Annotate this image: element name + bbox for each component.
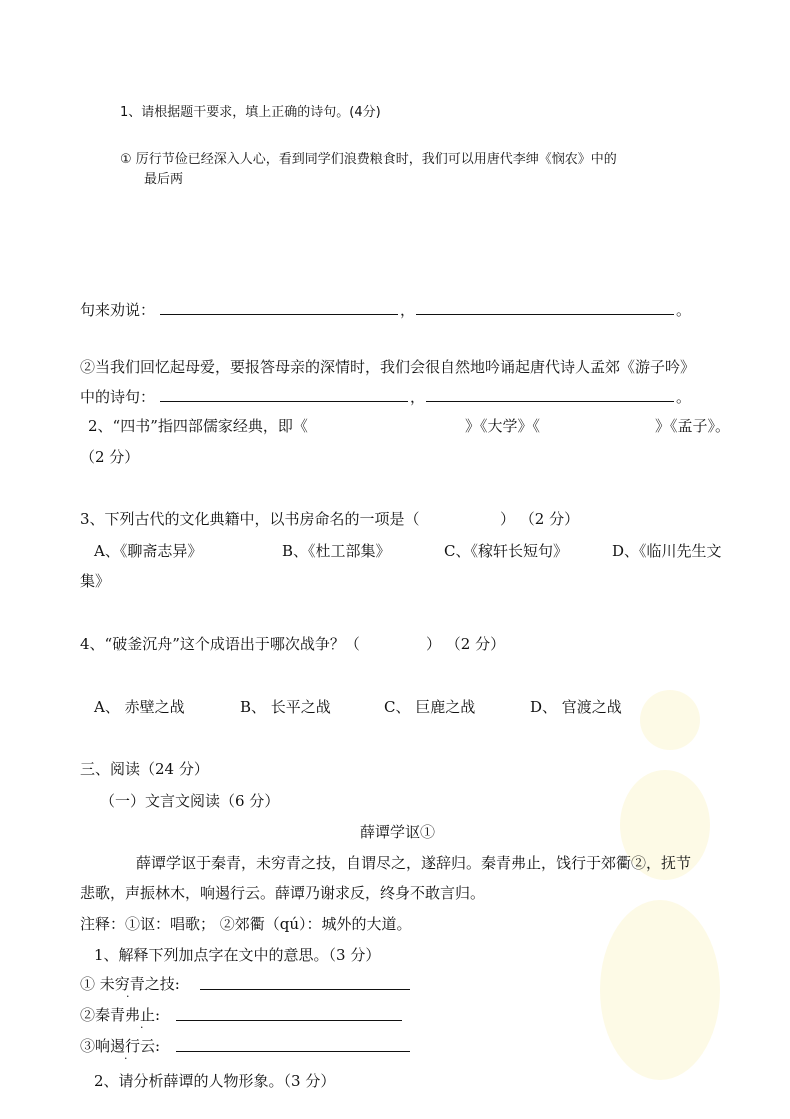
q1-item1-line1: ① 厉行节俭已经深入人心，看到同学们浪费粮食时，我们可以用唐代李绅《悯农》中的 xyxy=(120,152,617,167)
q3-option-b[interactable]: B、《杜工部集》 xyxy=(282,542,391,560)
comma: ， xyxy=(410,388,426,406)
q4-option-c[interactable]: C、 巨鹿之战 xyxy=(384,698,476,716)
period: 。 xyxy=(676,388,692,406)
answer-blank[interactable] xyxy=(200,989,410,990)
q4-option-a[interactable]: A、 赤壁之战 xyxy=(94,698,185,716)
comma: ， xyxy=(400,301,416,319)
q4-stem: 4、“破釜沉舟”这个成语出于哪次战争？（ xyxy=(80,635,360,653)
answer-blank[interactable] xyxy=(176,1051,410,1052)
q3-option-c[interactable]: C、《稼轩长短句》 xyxy=(444,542,568,560)
answer-blank[interactable] xyxy=(416,314,674,315)
q1-item1-prefix: 句来劝说： xyxy=(80,301,156,319)
emphasis-dot: · xyxy=(140,1021,144,1034)
q4-option-d[interactable]: D、 官渡之战 xyxy=(530,698,622,716)
q3-option-d-cont: 集》 xyxy=(80,572,111,590)
word-item-1: ① 未穷青之技: xyxy=(80,975,180,993)
period: 。 xyxy=(676,301,692,319)
section3-subheading: （一）文言文阅读（6 分） xyxy=(100,792,280,810)
word-item-3: ③响遏行云: xyxy=(80,1037,161,1055)
section3-heading: 三、阅读（24 分） xyxy=(80,760,209,778)
passage-line2: 悲歌，声振林木，响遏行云。薛谭乃谢求反，终身不敢言归。 xyxy=(80,884,486,902)
background-stain xyxy=(640,690,700,750)
q3-option-a[interactable]: A、《聊斋志异》 xyxy=(94,542,203,560)
passage-title: 薛谭学讴① xyxy=(360,823,436,841)
word-item-2: ②秦青弗止: xyxy=(80,1006,161,1024)
q2-part1: 2、“四书”指四部儒家经典，即《 xyxy=(88,417,308,435)
q1-item1-line2: 最后两 xyxy=(144,172,184,187)
q3-option-d[interactable]: D、《临川先生文 xyxy=(612,542,722,560)
answer-blank[interactable] xyxy=(160,314,398,315)
q4-option-b[interactable]: B、 长平之战 xyxy=(240,698,331,716)
q4-stem-end: ） （2 分） xyxy=(426,635,506,653)
answer-blank[interactable] xyxy=(426,401,674,402)
q2-part3: 》《孟子》。 xyxy=(655,417,731,435)
q3-stem-end: ） （2 分） xyxy=(500,510,580,528)
subquestion-1: 1、解释下列加点字在文中的意思。（3 分） xyxy=(94,946,381,964)
q3-stem: 3、下列古代的文化典籍中，以书房命名的一项是（ xyxy=(80,510,420,528)
q1-title: 1、请根据题干要求，填上正确的诗句。(4分) xyxy=(120,105,381,120)
answer-blank[interactable] xyxy=(176,1020,402,1021)
background-stain xyxy=(600,900,720,1080)
emphasis-dot: · xyxy=(124,1052,128,1065)
emphasis-dot: · xyxy=(126,990,130,1003)
answer-blank[interactable] xyxy=(160,401,408,402)
passage-notes: 注释：①讴：唱歌； ②郊衢（qú）：城外的大道。 xyxy=(80,915,412,933)
subquestion-2: 2、请分析薛谭的人物形象。（3 分） xyxy=(94,1072,336,1090)
q2-score: （2 分） xyxy=(80,448,140,466)
passage-line1: 薛谭学讴于秦青，未穷青之技，自谓尽之，遂辞归。秦青弗止，饯行于郊衢②，抚节 xyxy=(136,854,692,872)
q1-item2-prefix: 中的诗句： xyxy=(80,388,156,406)
q1-item2-line1: ②当我们回忆起母爱，要报答母亲的深情时，我们会很自然地吟诵起唐代诗人孟郊《游子吟》 xyxy=(80,358,696,376)
q2-part2: 》《大学》《 xyxy=(465,417,541,435)
